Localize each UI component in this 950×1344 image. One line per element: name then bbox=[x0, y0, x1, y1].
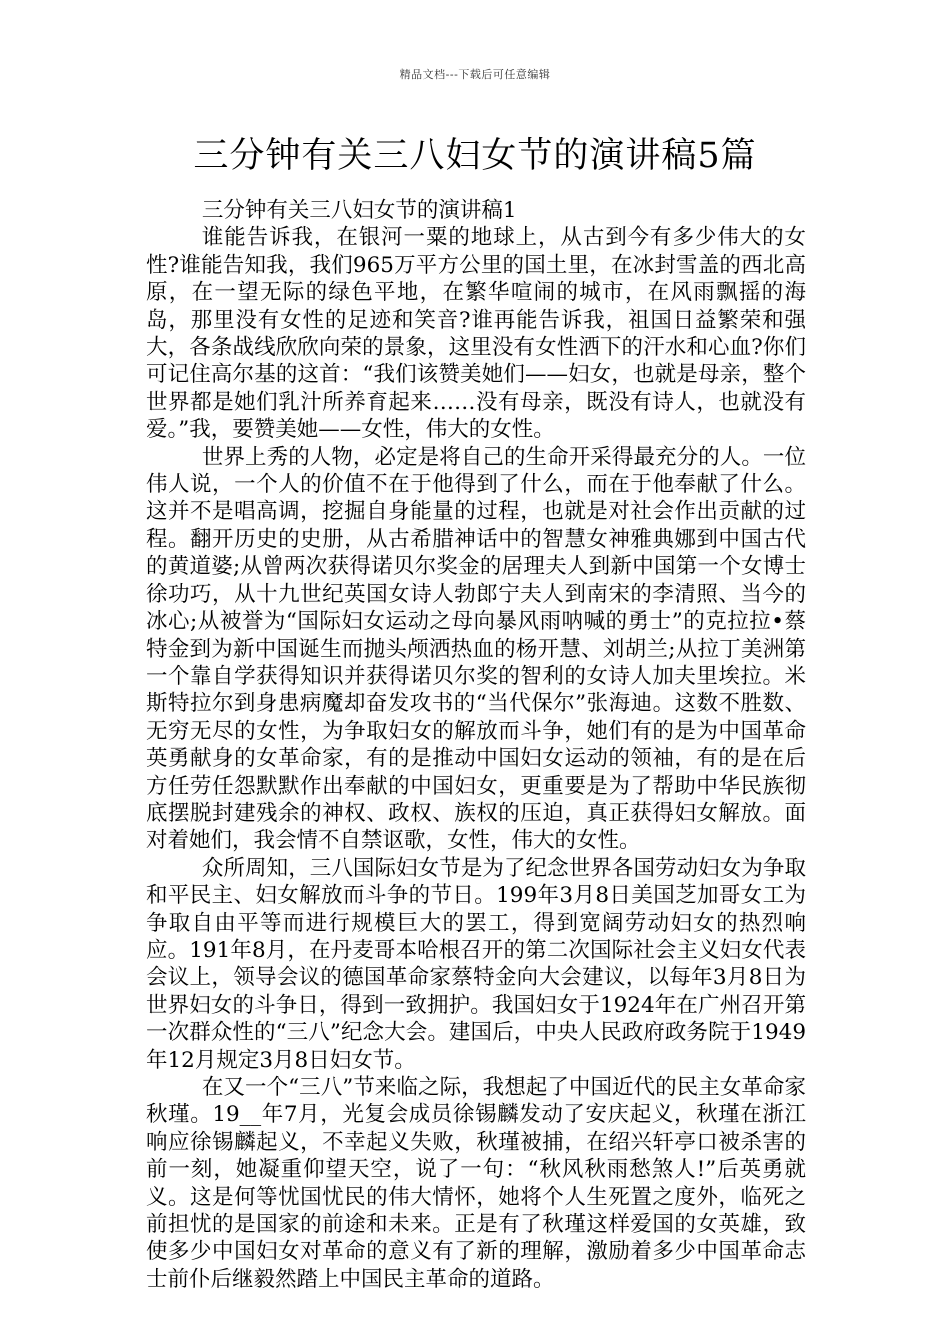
paragraph-2: 世界上秀的人物，必定是将自己的生命开采得最充分的人。一位伟人说，一个人的价值不在于他得到了什么，而在于他奉献了什么。这并不是唱高调，挖掘自身能量的过程，也就是对社会作出贡献的过程。翻开历史的史册，从古希腊神话中的智慧女神雅典娜到中国古代的黄道婆;从曾两次获得诺贝尔奖金的居理夫人到新中国第一个女博士徐功巧，从十九世纪英国女诗人勃郎宁夫人到南宋的李清照、当今的冰心;从被誉为“国际妇女运动之母向暴风雨呐喊的勇士”的克拉拉•蔡特金到为新中国诞生而抛头颅洒热血的杨开慧、刘胡兰;从拉丁美洲第一个靠自学获得知识并获得诺贝尔奖的智利的女诗人加夫里埃拉。米斯特拉尔到身患病魔却奋发攻书的“当代保尔”张海迪。这数不胜数、无穷无尽的女性，为争取妇女的解放而斗争，她们有的是为中国革命英勇献身的女革命家，有的是推动中国妇女运动的领袖，有的是在后方任劳任怨默默作出奉献的中国妇女，更重要是为了帮助中华民族彻底摆脱封建残余的神权、政权、族权的压迫，真正获得妇女解放。面对着她们，我会情不自禁讴歌，女性，伟大的女性。 bbox=[146, 444, 806, 854]
section-subtitle: 三分钟有关三八妇女节的演讲稿1 bbox=[201, 198, 517, 223]
header-note: 精品文档---下载后可任意编辑 bbox=[399, 68, 551, 81]
document-body bbox=[146, 197, 806, 1293]
document-title: 三分钟有关三八妇女节的演讲稿5篇 bbox=[193, 136, 757, 176]
paragraph-3: 众所周知，三八国际妇女节是为了纪念世界各国劳动妇女为争取和平民主、妇女解放而斗争的节日。199年3月8日美国芝加哥女工为争取自由平等而进行规模巨大的罢工，得到宽阔劳动妇女的热烈响应。191年8月，在丹麦哥本哈根召开的第二次国际社会主义妇女代表会议上，领导会议的德国革命家蔡特金向大会建议，以每年3月8日为世界妇女的斗争日，得到一致拥护。我国妇女于1924年在广州召开第一次群众性的“三八”纪念大会。建国后，中央人民政府政务院于1949年12月规定3月8日妇女节。 bbox=[146, 855, 806, 1073]
paragraph-1: 谁能告诉我，在银河一粟的地球上，从古到今有多少伟大的女性?谁能告知我，我们965万平方公里的国土里，在冰封雪盖的西北高原，在一望无际的绿色平地，在繁华喧闹的城市，在风雨飘摇的海岛，那里没有女性的足迹和笑音?谁再能告诉我，祖国日益繁荣和强大，各条战线欣欣向荣的景象，这里没有女性洒下的汗水和心血?你们可记住高尔基的这首：“我们该赞美她们——妇女，也就是母亲，整个世界都是她们乳汁所养育起来……没有母亲，既没有诗人，也就没有爱。”我，要赞美她——女性，伟大的女性。 bbox=[146, 225, 806, 443]
paragraph-4: 在又一个“三八”节来临之际，我想起了中国近代的民主女革命家秋瑾。19__年7月，光复会成员徐锡麟发动了安庆起义，秋瑾在浙江响应徐锡麟起义，不幸起义失败，秋瑾被捕，在绍兴轩亭口被杀害的前一刻，她凝重仰望天空，说了一句：“秋风秋雨愁煞人!”后英勇就义。这是何等忧国忧民的伟大情怀，她将个人生死置之度外，临死之前担忧的是国家的前途和未来。正是有了秋瑾这样爱国的女英雄，致使多少中国妇女对革命的意义有了新的理解，激励着多少中国革命志士前仆后继毅然踏上中国民主革命的道路。 bbox=[146, 1075, 806, 1292]
